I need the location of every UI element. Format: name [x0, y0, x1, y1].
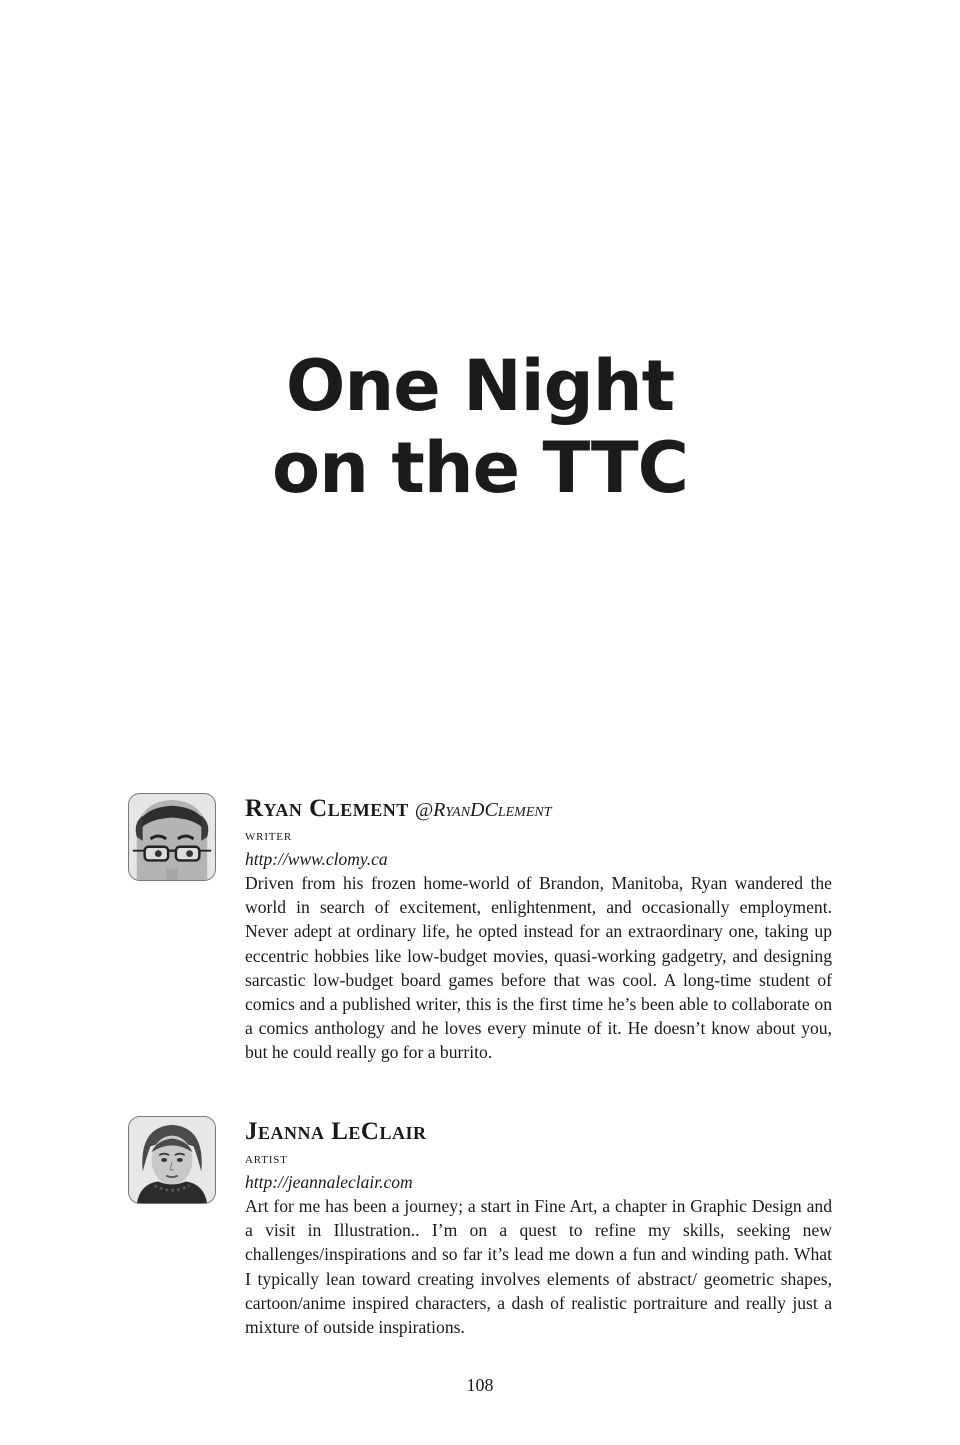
contributor-bio: Driven from his frozen home-world of Brandon, Manitoba, Ryan wandered the world in search of excitement, enlightenment, and occasionally employment. Never adept at ordinary life, he opted instead for an extraordinary one, taking up eccentric hobbies like low-budget movies, quasi-working gadgetry, and designing sarcastic low-budget board games before that was cool. A long-time student of comics and a published writer, this is the first time he’s been able to collaborate on a comics anthology and he loves every minute of it. He doesn’t know about you, but he could really go for a burrito.	[245, 873, 832, 1063]
avatar-ryan-clement	[128, 793, 216, 881]
story-title-line-2: on the TTC	[272, 427, 688, 509]
contributor-url: http://jeannaleclair.com	[245, 1172, 413, 1192]
contributor-name: Jeanna LeClair	[245, 1118, 427, 1145]
name-line	[245, 793, 832, 825]
contributor-name: Ryan Clement	[245, 795, 409, 822]
story-title-line-1: One Night	[285, 345, 675, 427]
contributor-role: artist	[245, 1150, 288, 1167]
woman-portrait	[129, 1117, 215, 1203]
man-with-glasses-portrait	[129, 794, 215, 880]
name-line	[245, 1116, 832, 1148]
avatar-jeanna-leclair	[128, 1116, 216, 1204]
contributor-url: http://www.clomy.ca	[245, 849, 388, 869]
contributor-bio: Art for me has been a journey; a start in Fine Art, a chapter in Graphic Design and a visit in Illustration.. I’m on a quest to refine my skills, seeking new challenges/inspirations and so far it’s lead me down a fun and winding path. What I typically lean toward creating involves elements of abstract/ geometric shapes, cartoon/anime inspired characters, a dash of realistic portraiture and really just a mixture of outside inspirations.	[245, 1196, 832, 1338]
bio-text-jeanna-leclair	[245, 1116, 832, 1339]
contributor-handle: @RyanDClement	[414, 799, 552, 821]
bio-text-ryan-clement	[245, 793, 832, 1065]
story-title	[0, 345, 960, 509]
page-number: 108	[466, 1375, 494, 1395]
contributor-role: writer	[245, 827, 292, 844]
